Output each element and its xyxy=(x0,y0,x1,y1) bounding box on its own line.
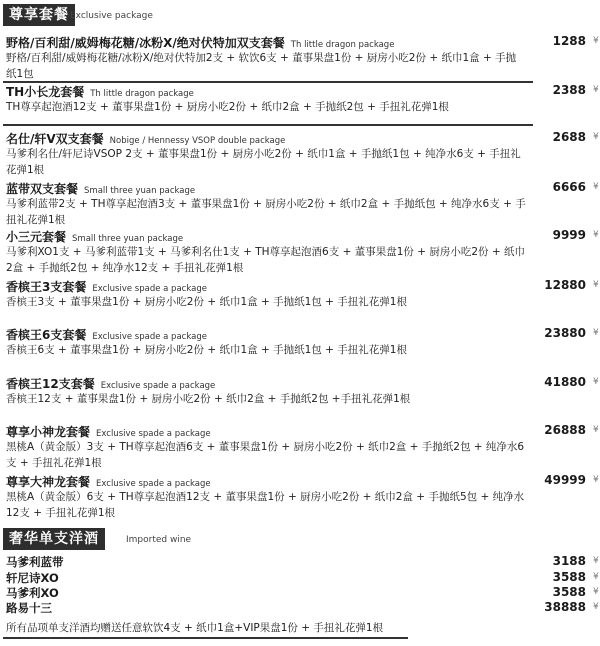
wine-name: 马爹利XO xyxy=(6,586,59,600)
package-description: 野格/百利甜/威姆梅花糖/冰粉X/绝对伏特加2支 + 软饮6支 + 董事果盘1份 + 厨房小吃2份 + 纸巾1盒 + 手抛纸1包 xyxy=(6,52,517,80)
currency-unit: ¥ xyxy=(593,280,599,290)
package-en: Th little dragon package xyxy=(90,89,194,99)
section-title-exclusive: 尊享套餐 xyxy=(3,4,75,26)
currency-unit: ¥ xyxy=(593,475,599,485)
package-en: Exclusive spade a package xyxy=(92,332,207,342)
package-name: 名仕/轩V双支套餐 Nobige / Hennessy VSOP double package xyxy=(6,132,286,146)
package-name: 野格/百利甜/威姆梅花糖/冰粉X/绝对伏特加双支套餐 Th little dragon package xyxy=(6,36,395,50)
package-description: 香槟王3支 + 董事果盘1份 + 厨房小吃2份 + 纸巾1盒 + 手抛纸1包 + 手扭礼花弹1根 xyxy=(6,296,407,308)
currency-unit: ¥ xyxy=(593,602,599,612)
currency-unit: ¥ xyxy=(593,36,599,46)
package-price: 1288 xyxy=(552,34,586,48)
package-name: 香槟王6支套餐 Exclusive spade a package xyxy=(6,328,207,342)
package-name: 蓝带双支套餐 Small three yuan package xyxy=(6,182,196,196)
package-name: 尊享小神龙套餐 Exclusive spade a package xyxy=(6,425,211,439)
currency-unit: ¥ xyxy=(593,425,599,435)
package-price: 23880 xyxy=(544,326,586,340)
footer-note: 所有品项单支洋酒均赠送任意软饮4支 + 纸巾1盒+VIP果盘1份 + 手扭礼花弹1根 xyxy=(6,622,384,634)
divider xyxy=(3,637,408,639)
package-description: 香槟王12支 + 董事果盘1份 + 厨房小吃2份 + 纸巾2盒 + 手抛纸2包 +手扭礼花弹1根 xyxy=(6,393,411,405)
wine-price: 38888 xyxy=(544,600,586,614)
currency-unit: ¥ xyxy=(593,230,599,240)
package-price: 41880 xyxy=(544,375,586,389)
wine-name: 轩尼诗XO xyxy=(6,571,59,585)
package-description: 香槟王6支 + 董事果盘1份 + 厨房小吃2份 + 纸巾1盒 + 手抛纸1包 + 手扭礼花弹1根 xyxy=(6,344,407,356)
package-en: Exclusive spade a package xyxy=(96,429,211,439)
package-price: 49999 xyxy=(544,473,586,487)
package-description: 马爹利XO1支 + 马爹利蓝带1支 + 马爹利名仕1支 + TH尊享起泡酒6支 + 董事果盘1份 + 厨房小吃2份 + 纸巾2盒 + 手抛纸2包 + 纯净水12支 + 手扭礼花弹1根 xyxy=(6,246,526,274)
wine-name: 路易十三 xyxy=(6,601,52,615)
package-price: 26888 xyxy=(544,423,586,437)
package-en: Th little dragon package xyxy=(290,40,395,50)
package-en: Exclusive spade a package xyxy=(100,381,216,391)
divider xyxy=(3,124,533,126)
wine-name: 马爹利蓝带 xyxy=(6,555,64,569)
package-description: 黑桃A（黄金版）6支 + TH尊享起泡酒12支 + 董事果盘1份 + 厨房小吃2份 + 纸巾2盒 + 手抛纸5包 + 纯净水12支 + 手扭礼花弹1根 xyxy=(6,491,525,519)
package-description: 黑桃A（黄金版）3支 + TH尊享起泡酒6支 + 董事果盘1份 + 厨房小吃2份 + 纸巾2盒 + 手抛纸2包 + 纯净水6支 + 手扭礼花弹1根 xyxy=(6,441,525,469)
currency-unit: ¥ xyxy=(593,85,599,95)
package-name: TH小长龙套餐 Th little dragon package xyxy=(6,85,194,99)
wine-price: 3188 xyxy=(552,554,586,568)
currency-unit: ¥ xyxy=(593,572,599,582)
package-price: 12880 xyxy=(544,278,586,292)
package-name: 香槟王3支套餐 Exclusive spade a package xyxy=(6,280,207,294)
section-title-wine: 奢华单支洋酒 xyxy=(3,528,105,550)
wine-price: 3588 xyxy=(552,570,586,584)
package-price: 2688 xyxy=(552,130,586,144)
package-en: Small three yuan package xyxy=(72,234,184,244)
package-en: Nobige / Hennessy VSOP double package xyxy=(109,136,286,146)
package-name: 尊享大神龙套餐 Exclusive spade a package xyxy=(6,475,211,489)
package-price: 9999 xyxy=(552,228,586,242)
package-price: 6666 xyxy=(552,180,586,194)
currency-unit: ¥ xyxy=(593,132,599,142)
package-price: 2388 xyxy=(552,83,586,97)
currency-unit: ¥ xyxy=(593,377,599,387)
package-name: 小三元套餐 Small three yuan package xyxy=(6,230,184,244)
package-en: Exclusive spade a package xyxy=(96,479,211,489)
package-description: 马爹利名仕/轩尼诗VSOP 2支 + 董事果盘1份 + 厨房小吃2份 + 纸巾1盒 + 手抛纸1包 + 纯净水6支 + 手扭礼花弹1根 xyxy=(6,148,521,176)
package-description: 马爹利蓝带2支 + TH尊享起泡酒3支 + 董事果盘1份 + 厨房小吃2份 + 纸巾2盒 + 手抛纸包 + 纯净水6支 + 手扭礼花弹1根 xyxy=(6,198,526,226)
section-subtitle-wine: Imported wine xyxy=(126,535,192,545)
package-en: Exclusive spade a package xyxy=(92,284,207,294)
wine-price: 3588 xyxy=(552,585,586,599)
package-en: Small three yuan package xyxy=(84,186,196,196)
currency-unit: ¥ xyxy=(593,587,599,597)
section-subtitle-exclusive: Exclusive package xyxy=(70,11,153,21)
package-description: TH尊享起泡酒12支 + 董事果盘1份 + 厨房小吃2份 + 纸巾2盒 + 手抛纸2包 + 手扭礼花弹1根 xyxy=(6,101,449,113)
currency-unit: ¥ xyxy=(593,556,599,566)
currency-unit: ¥ xyxy=(593,182,599,192)
currency-unit: ¥ xyxy=(593,328,599,338)
package-name: 香槟王12支套餐 Exclusive spade a package xyxy=(6,377,216,391)
